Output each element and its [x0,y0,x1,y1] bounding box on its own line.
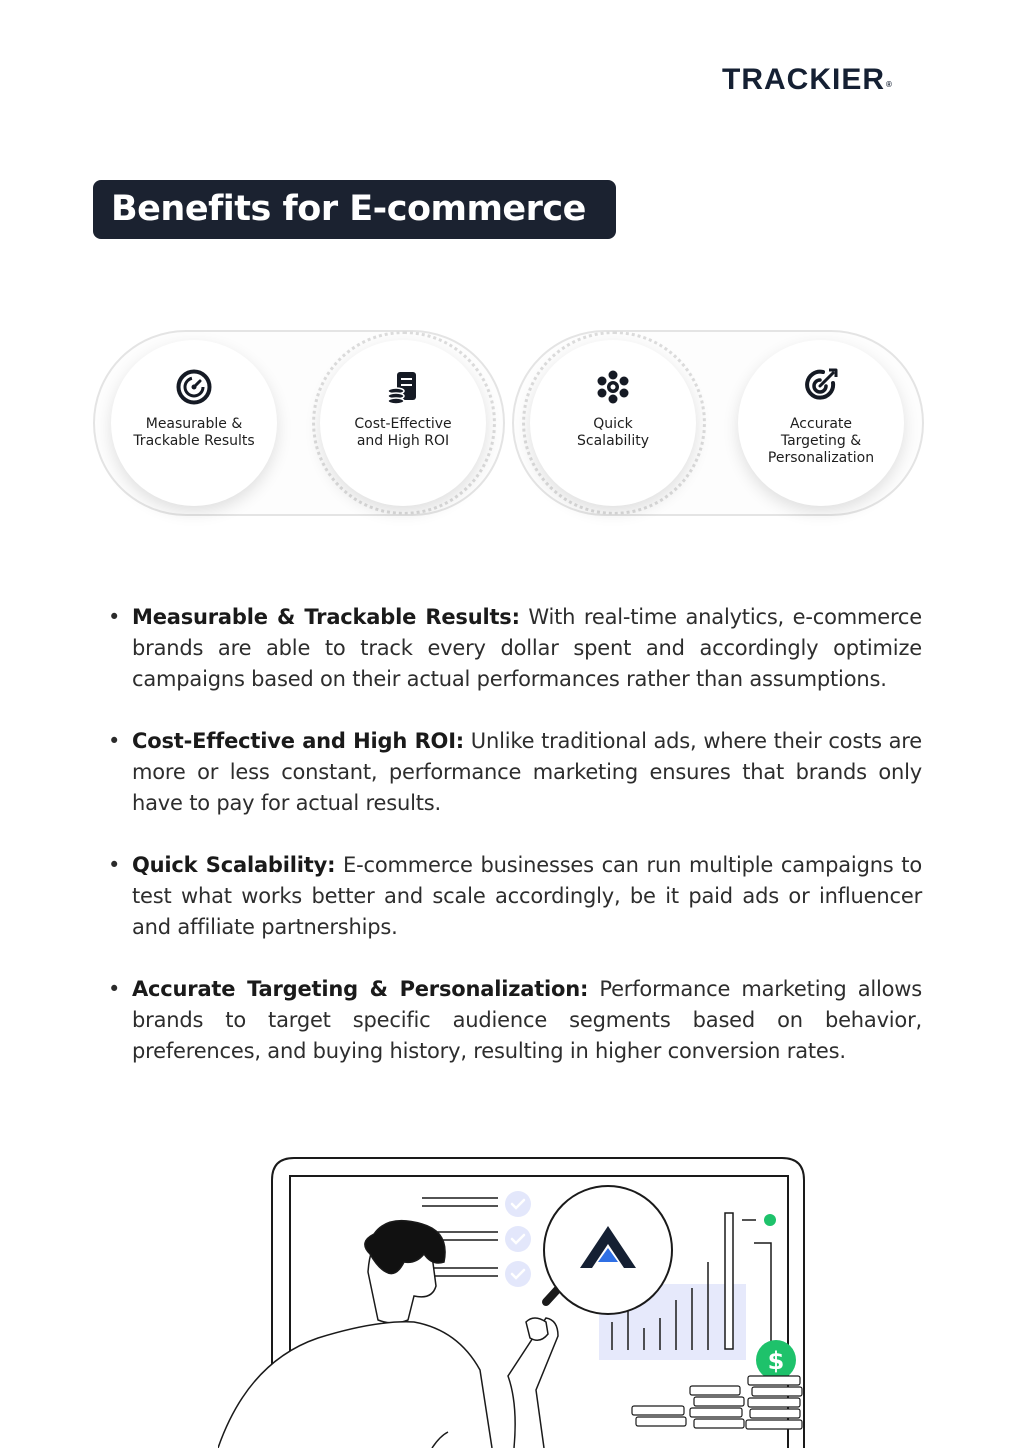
dollar-coin-icon: $ [767,1347,785,1375]
page-title: Benefits for E-commerce [93,180,616,239]
list-item-text [132,602,922,695]
benefit-label: Measurable & Trackable Results [133,416,255,449]
benefit-label: Cost-Effective and High ROI [354,416,452,449]
list-item-body: Performance marketing allows brands to target specific audience segments based on behavior, preferences, and buying history, resulting in higher conversion rates. [132,977,922,1063]
trackier-logo [722,62,934,98]
list-item [108,974,922,1067]
list-item [108,726,922,819]
bullet: • [108,977,121,1001]
list-item-title: Measurable & Trackable Results: [132,605,520,629]
status-dot [764,1214,776,1226]
coins-database-icon [385,369,421,405]
list-item-title: Quick Scalability: [132,853,336,877]
list-item-text [132,850,922,943]
list-item-body: E-commerce businesses can run multiple campaigns to test what works better and scale accordingly, be it paid ads or influencer and affiliate partnerships. [132,853,922,939]
benefits-detail-list [108,602,922,1098]
benefit-label: Accurate Targeting & Personalization [767,416,875,466]
bullet: • [108,605,121,629]
list-item-body: With real-time analytics, e-commerce brands are able to track every dollar spent and accordingly optimize campaigns based on their actual performances rather than assumptions. [132,605,922,691]
list-item [108,850,922,943]
list-item [108,602,922,695]
list-item-body: Unlike traditional ads, where their costs are more or less constant, performance marketing ensures that brands only have to pay for actual results. [132,729,923,815]
molecule-network-icon [595,369,631,405]
registered-mark: ® [886,80,892,89]
bullet: • [108,853,121,877]
magnifier [544,1186,672,1314]
person [218,1221,558,1448]
target-arrow-icon [803,367,839,403]
list-item-text [132,726,922,819]
gauge-icon [176,369,212,405]
logo-text: TRACKIER [722,63,885,96]
analytics-illustration [218,1150,818,1448]
list-item-title: Accurate Targeting & Personalization: [132,977,589,1001]
benefit-label: Quick Scalability [577,416,649,449]
list-item-title: Cost-Effective and High ROI: [132,729,465,753]
list-item-text [132,974,922,1067]
bullet: • [108,729,121,753]
